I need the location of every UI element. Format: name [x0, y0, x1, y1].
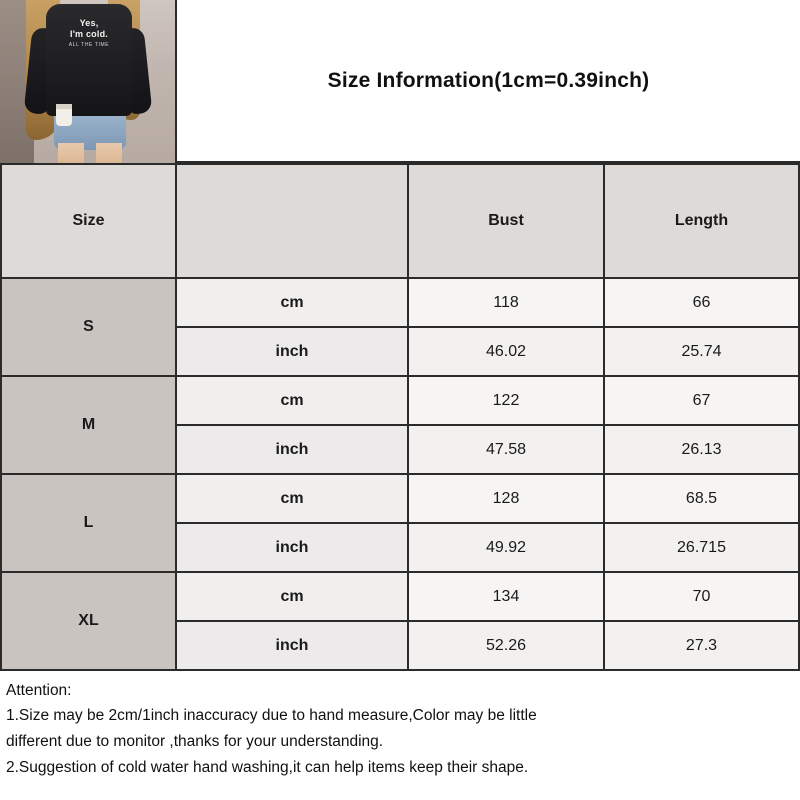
unit-cell: inch — [176, 425, 408, 474]
product-photo — [0, 0, 175, 163]
bust-value: 122 — [408, 376, 604, 425]
unit-cell: inch — [176, 327, 408, 376]
size-label-s: S — [1, 278, 176, 376]
unit-cell: cm — [176, 474, 408, 523]
bust-value: 118 — [408, 278, 604, 327]
length-value: 26.715 — [604, 523, 799, 572]
shirt-text-small: ALL THE TIME — [68, 42, 110, 48]
size-label-l: L — [1, 474, 176, 572]
bust-value: 52.26 — [408, 621, 604, 670]
model-leg-right — [96, 143, 122, 163]
table-header-row — [1, 164, 799, 278]
header-row — [0, 0, 800, 163]
shirt-text-line-1: Yes, — [79, 18, 99, 28]
table-row — [1, 572, 799, 621]
bust-value: 47.58 — [408, 425, 604, 474]
column-header-bust: Bust — [408, 164, 604, 278]
column-header-length: Length — [604, 164, 799, 278]
bust-value: 134 — [408, 572, 604, 621]
unit-cell: cm — [176, 376, 408, 425]
attention-heading: Attention: — [6, 682, 72, 699]
length-value: 68.5 — [604, 474, 799, 523]
length-value: 67 — [604, 376, 799, 425]
table-row — [1, 376, 799, 425]
size-information-title: Size Information(1cm=0.39inch) — [175, 0, 800, 163]
size-label-m: M — [1, 376, 176, 474]
attention-block — [0, 671, 800, 781]
sweatshirt-graphic-text — [58, 18, 120, 51]
length-value: 26.13 — [604, 425, 799, 474]
size-label-xl: XL — [1, 572, 176, 670]
attention-line-2: different due to monitor ,thanks for your understanding. — [6, 733, 384, 750]
unit-cell: cm — [176, 278, 408, 327]
unit-cell: cm — [176, 572, 408, 621]
bust-value: 46.02 — [408, 327, 604, 376]
table-row — [1, 278, 799, 327]
bust-value: 128 — [408, 474, 604, 523]
shirt-text-line-2: I'm cold. — [70, 29, 108, 39]
size-table — [0, 163, 800, 671]
model-leg-left — [58, 143, 84, 163]
column-header-unit — [176, 164, 408, 278]
coffee-cup — [56, 104, 72, 126]
attention-line-3: 2.Suggestion of cold water hand washing,it can help items keep their shape. — [6, 759, 529, 776]
unit-cell: inch — [176, 523, 408, 572]
bust-value: 49.92 — [408, 523, 604, 572]
length-value: 70 — [604, 572, 799, 621]
length-value: 27.3 — [604, 621, 799, 670]
unit-cell: inch — [176, 621, 408, 670]
column-header-size: Size — [1, 164, 176, 278]
attention-line-1: 1.Size may be 2cm/1inch inaccuracy due to hand measure,Color may be little — [6, 707, 537, 724]
length-value: 25.74 — [604, 327, 799, 376]
table-row — [1, 474, 799, 523]
length-value: 66 — [604, 278, 799, 327]
